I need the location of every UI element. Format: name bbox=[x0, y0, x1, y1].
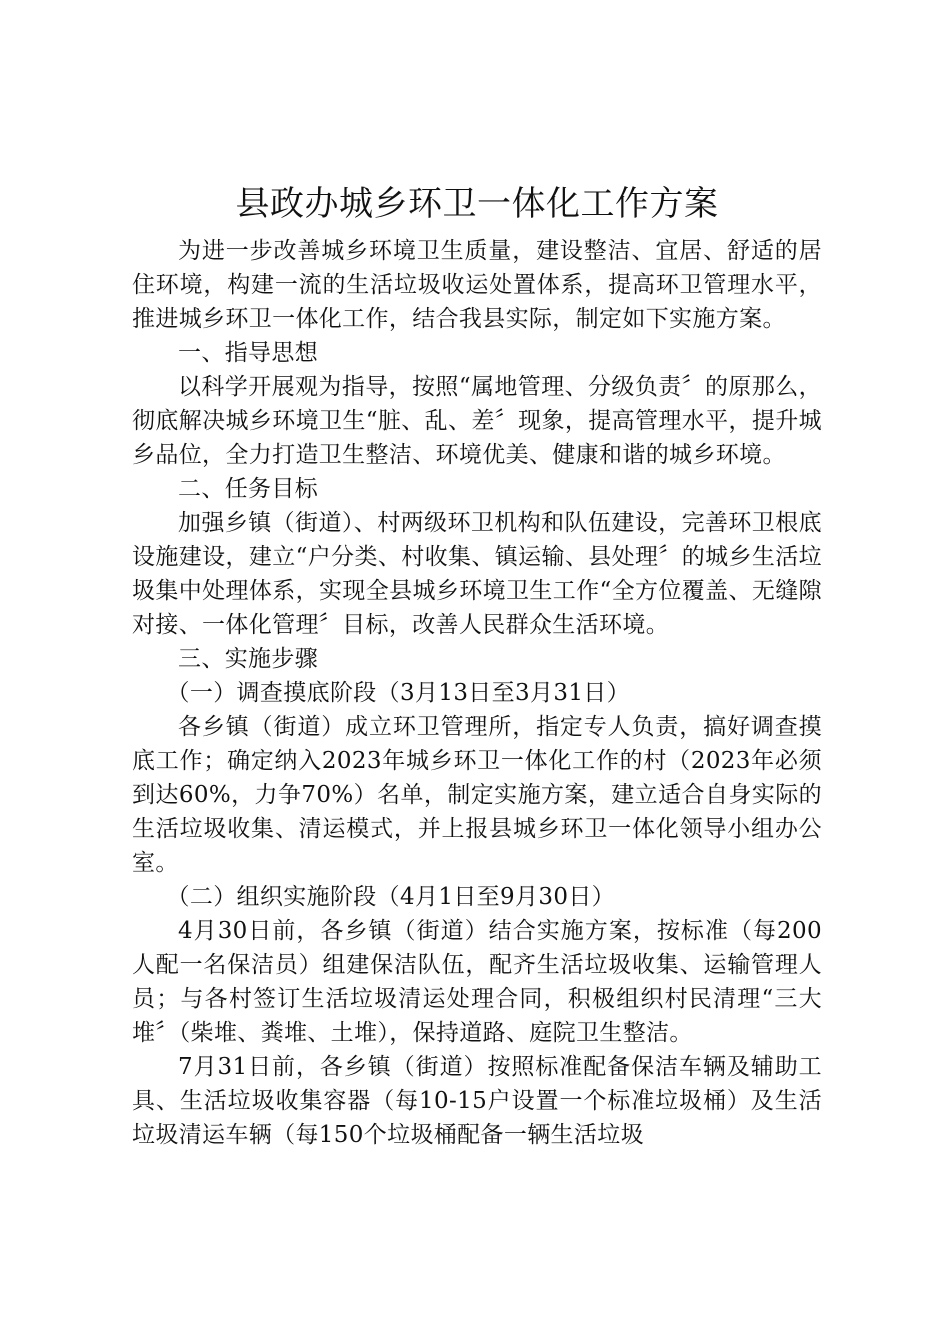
stage-heading-implementation: （二）组织实施阶段（4月1日至9月30日） bbox=[166, 884, 616, 910]
document-page bbox=[132, 178, 822, 1152]
document-title: 县政办城乡环卫一体化工作方案 bbox=[235, 184, 719, 224]
guiding-ideology-paragraph: 以科学开展观为指导，按照“属地管理、分级负责〞的原那么，彻底解决城乡环境卫生“脏、乱、差〞现象，提高管理水平，提升城乡品位，全力打造卫生整洁、环境优美、健康和谐的城乡环境。 bbox=[132, 374, 822, 468]
section-heading-guiding-ideology: 一、指导思想 bbox=[178, 340, 319, 366]
implementation-stage-paragraph-2: 7月31日前，各乡镇（街道）按照标准配备保洁车辆及辅助工具、生活垃圾收集容器（每10-15户设置一个标准垃圾桶）及生活垃圾清运车辆（每150个垃圾桶配备一辆生活垃圾 bbox=[132, 1054, 822, 1148]
task-goals-paragraph: 加强乡镇（街道）、村两级环卫机构和队伍建设，完善环卫根底设施建设，建立“户分类、村收集、镇运输、县处理〞的城乡生活垃圾集中处理体系，实现全县城乡环境卫生工作“全方位覆盖、无缝隙对接、一体化管理〞目标，改善人民群众生活环境。 bbox=[132, 510, 822, 638]
survey-stage-paragraph: 各乡镇（街道）成立环卫管理所，指定专人负责，搞好调查摸底工作；确定纳入2023年城乡环卫一体化工作的村（2023年必须到达60%，力争70%）名单，制定实施方案，建立适合自身实际的生活垃圾收集、清运模式，并上报县城乡环卫一体化领导小组办公室。 bbox=[132, 714, 822, 876]
implementation-stage-paragraph-1: 4月30日前，各乡镇（街道）结合实施方案，按标准（每200人配一名保洁员）组建保洁队伍，配齐生活垃圾收集、运输管理人员；与各村签订生活垃圾清运处理合同，积极组织村民清理“三大堆〞（柴堆、粪堆、土堆），保持道路、庭院卫生整洁。 bbox=[132, 918, 822, 1046]
section-heading-implementation-steps: 三、实施步骤 bbox=[178, 646, 319, 672]
intro-paragraph: 为进一步改善城乡环境卫生质量，建设整洁、宜居、舒适的居住环境，构建一流的生活垃圾收运处置体系，提高环卫管理水平，推进城乡环卫一体化工作，结合我县实际，制定如下实施方案。 bbox=[132, 238, 822, 332]
section-heading-task-goals: 二、任务目标 bbox=[178, 476, 319, 502]
stage-heading-survey: （一）调查摸底阶段（3月13日至3月31日） bbox=[166, 680, 630, 706]
